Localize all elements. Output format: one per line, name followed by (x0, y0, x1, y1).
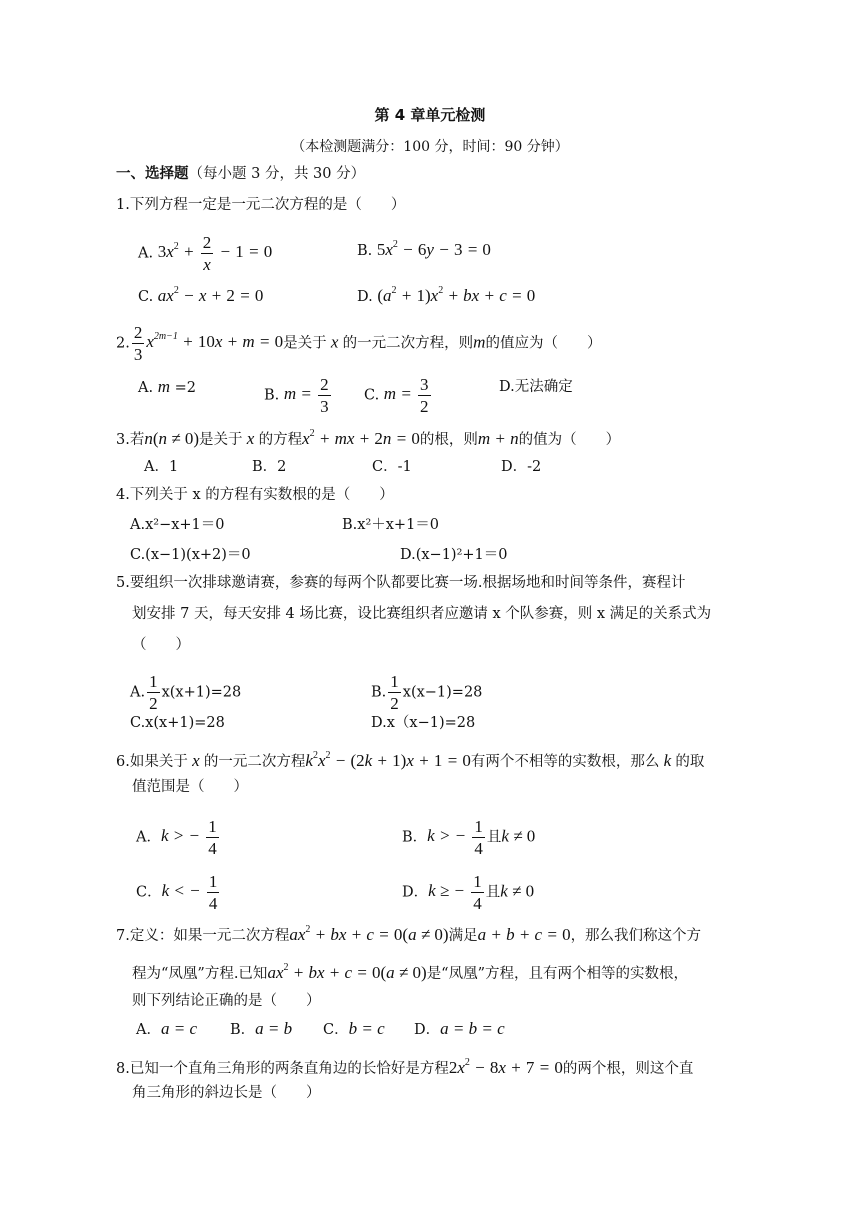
q1-a-expr: $3x^2$ + $\frac{2}{x}$ − 1 = 0 (157, 233, 273, 274)
q5-option-c: C.x(x+1)=28 (130, 715, 225, 731)
q3-option-b: B．2 (252, 459, 287, 475)
q8-line1 (116, 1052, 693, 1080)
q5-b-label: B. (371, 684, 387, 701)
q6-a-expr: k > − $\frac{1}{4}$ (160, 817, 217, 858)
q6-a-label: A． (136, 829, 161, 846)
q6-text2: 有两个不相等的实数根，那么 (470, 754, 660, 770)
q6-text3: 的取 (675, 754, 705, 770)
q6-var-k: k (659, 751, 676, 770)
q7-b-label: B． (230, 1022, 256, 1038)
q5-a-label: A. (130, 684, 146, 701)
q6-number: 6.如果关于 (116, 754, 188, 770)
page-title: 第 4 章单元检测 (374, 106, 486, 124)
q3-option-a: A．1 (144, 459, 179, 475)
q6-text1: 的一元二次方程 (203, 754, 306, 770)
q2-text-end: 的一元二次方程，则 (342, 335, 474, 352)
q6-d-label: D． (402, 884, 429, 901)
q7-number: 7.定义：如果一元二次方程 (116, 928, 290, 944)
q6-var-x: x (187, 751, 204, 770)
q7-line2-post: 是“凤凰”方程，且有两个相等的实数根， (426, 966, 689, 982)
q2-option-b (264, 376, 333, 415)
q4-option-c: C.(x−1)(x+2)＝0 (130, 547, 251, 563)
q4-stem: 4.下列关于 x 的方程有实数根的是（ ） (116, 487, 394, 503)
q2-option-d: D.无法确定 (499, 379, 573, 395)
q1-d-expr: $(a^2 + 1)x^2$ + bx + c = 0 (377, 285, 536, 305)
q8-text-pre: 8.已知一个直角三角形的两条直角边的长恰好是方程 (116, 1061, 449, 1077)
q4-option-d: D.(x−1)²+1＝0 (400, 547, 508, 563)
q2-a-label: A. (138, 380, 154, 396)
q3-equation: $x^2$ + mx + 2n = 0 (302, 428, 420, 448)
q1-c-label: C. (138, 289, 154, 305)
q7-equation2: $ax^2$ + bx + c = 0(a ≠ 0) (267, 962, 427, 982)
q2-c-expr: m = $\frac{3}{2}$ (383, 375, 429, 416)
q5-option-b (371, 673, 482, 712)
q8-equation: $2x^2 - 8x + 7 = 0$ (448, 1057, 563, 1077)
q6-option-c (136, 873, 221, 912)
q7-line2 (132, 957, 688, 985)
q7-line1 (116, 919, 701, 947)
q7-b-expr: a = b (255, 1019, 293, 1038)
q6-equation: $k^2x^2 - (2k + 1)x + 1 = 0$ (305, 750, 471, 770)
q5-a-frac: $\frac{1}{2}$ (149, 672, 158, 713)
q2-stem (116, 324, 601, 363)
q2-b-label: B. (264, 387, 280, 404)
q6-c-label: C． (136, 884, 162, 901)
q3-option-d: D．-2 (501, 459, 542, 475)
q2-option-a (138, 376, 196, 399)
section-note: （每小题 3 分，共 30 分） (188, 166, 366, 182)
q1-b-label: B. (357, 243, 373, 259)
q7-equation: $ax^2$ + bx + c = 0(a ≠ 0) (289, 924, 449, 944)
q6-option-b (402, 818, 535, 857)
page-subtitle: （本检测题满分：100 分，时间：90 分钟） (291, 139, 569, 155)
q3-text-mid: 是关于 (199, 432, 243, 448)
q1-a-label: A. (138, 245, 154, 262)
q6-d-cond: k ≠ 0 (500, 881, 535, 901)
q1-option-c (138, 280, 263, 308)
q7-option-b (230, 1018, 292, 1041)
q2-b-expr: m = $\frac{2}{3}$ (283, 375, 329, 416)
q1-option-d (357, 280, 535, 308)
q7-line3: 则下列结论正确的是（ ） (132, 993, 321, 1009)
q7-d-expr: a = b = c (440, 1019, 505, 1038)
q6-b-expr: k > − $\frac{1}{4}$ (427, 817, 483, 858)
q1-stem: 1.下列方程一定是一元二次方程的是（ ） (116, 197, 406, 213)
q6-b-label: B． (402, 829, 428, 846)
q5-a-expr: x(x+1)=28 (161, 684, 242, 701)
q2-text-tail: 的值应为（ ） (485, 335, 602, 352)
q5-line3: （ ） (132, 637, 190, 653)
q6-d-expr: k ≥ − $\frac{1}{4}$ (428, 872, 482, 913)
section-heading (116, 163, 365, 185)
q5-b-expr: x(x−1)=28 (402, 684, 483, 701)
q5-line1: 5.要组织一次排球邀请赛，参赛的每两个队都要比赛一场.根据场地和时间等条件，赛程计 (116, 575, 686, 591)
q7-line2-pre: 程为“凤凰”方程.已知 (132, 966, 268, 982)
q3-cond: n(n ≠ 0) (144, 429, 200, 448)
q4-option-a: A.x²−x+1＝0 (130, 517, 225, 533)
q7-c-expr: b = c (348, 1019, 385, 1038)
q7-a-label: A． (136, 1022, 161, 1038)
q7-cond: a + b + c = 0 (477, 925, 571, 944)
q6-line1 (116, 745, 704, 773)
q6-option-a (136, 818, 221, 857)
q6-option-d (402, 873, 534, 912)
q3-stem (116, 423, 620, 451)
q2-number: 2. (116, 335, 130, 352)
q2-a-value: =2 (174, 380, 196, 396)
q5-option-d: D.x（x−1)=28 (371, 715, 476, 731)
q7-text1: 满足 (448, 928, 478, 944)
q7-a-expr: a = c (160, 1019, 198, 1038)
q2-a-var: m (157, 377, 170, 396)
q5-line2: 划安排 7 天，每天安排 4 场比赛，设比赛组织者应邀请 x 个队参赛，则 x 满足的关系式为 (132, 606, 712, 622)
q3-sum: m + n (477, 429, 519, 448)
q2-c-label: C. (364, 387, 380, 404)
q7-text2: ，那么我们称这个方 (570, 928, 702, 944)
q2-text-mid: 是关于 (283, 335, 327, 352)
q3-text-mid2: 的方程 (258, 432, 303, 448)
q1-d-label: D. (357, 289, 373, 305)
q3-option-c: C．-1 (372, 459, 412, 475)
q6-line2: 值范围是（ ） (132, 779, 248, 795)
q6-d-and: 且 (485, 884, 501, 901)
q8-text-post: 的两个根，则这个直 (562, 1061, 694, 1077)
q2-equation: $\frac{2}{3}$ $x^{2m-1} + 10x + m = 0$ (133, 323, 284, 364)
q3-text-end: 的根，则 (419, 432, 478, 448)
q1-b-expr: $5x^2 - 6y - 3 = 0$ (376, 239, 491, 259)
q2-var-x: x (326, 332, 343, 352)
q2-option-c (364, 376, 433, 415)
q5-b-frac: $\frac{1}{2}$ (390, 672, 399, 713)
q1-option-b (357, 234, 491, 262)
q3-number: 3.若 (116, 432, 145, 448)
q6-c-expr: k < − $\frac{1}{4}$ (161, 872, 218, 913)
q4-option-b: B.x²＋x+1＝0 (342, 517, 440, 533)
q1-c-expr: $ax^2 - x + 2 = 0$ (157, 285, 264, 305)
q3-text-tail: 的值为（ ） (518, 432, 621, 448)
q7-d-label: D． (414, 1022, 441, 1038)
q6-b-cond: k ≠ 0 (501, 826, 536, 846)
q1-option-a (138, 234, 272, 273)
q7-option-d (414, 1018, 505, 1041)
q5-option-a (130, 673, 241, 712)
q2-var-m: m (473, 332, 486, 352)
q3-var-x: x (242, 429, 259, 448)
q7-c-label: C． (323, 1022, 349, 1038)
q6-b-and: 且 (486, 829, 502, 846)
section-title: 一、选择题 (116, 166, 189, 182)
q7-option-a (136, 1018, 197, 1041)
q7-option-c (323, 1018, 385, 1041)
q8-line2: 角三角形的斜边长是（ ） (132, 1085, 321, 1101)
